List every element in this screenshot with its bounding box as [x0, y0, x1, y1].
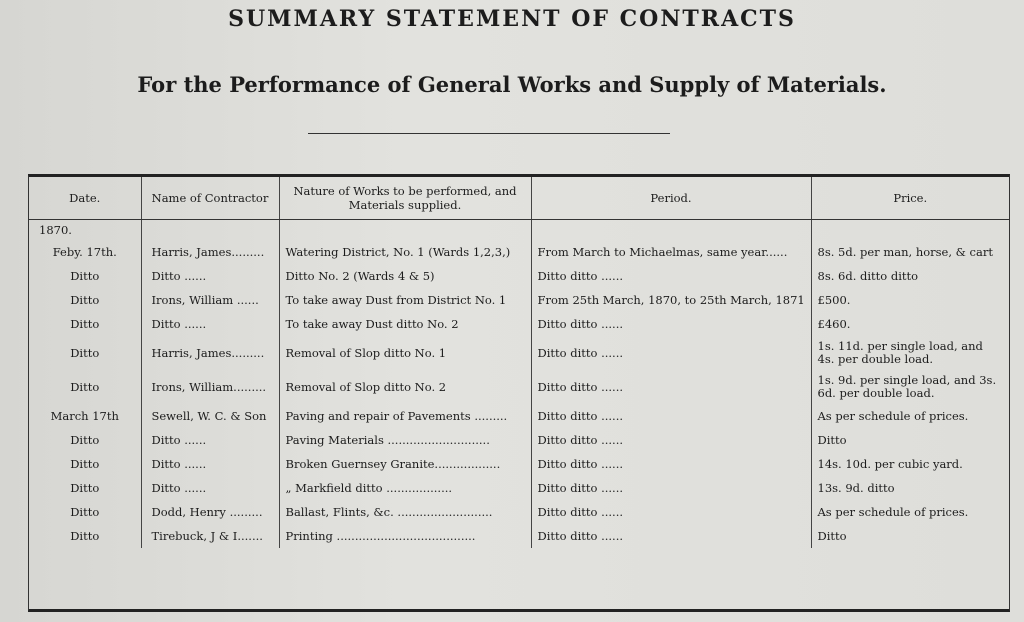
cell-period: From March to Michaelmas, same year...... [531, 240, 811, 264]
cell-date: Ditto [29, 288, 141, 312]
cell-price: Ditto [817, 432, 847, 447]
cell-nature: To take away Dust from District No. 1 [279, 288, 531, 312]
year-label: 1870. [29, 220, 141, 241]
header-date: Date. [29, 177, 141, 220]
cell-price: 14s. 10d. per cubic yard. [817, 456, 963, 471]
cell-date: Ditto [29, 370, 141, 404]
cell-date: Ditto [29, 452, 141, 476]
table-row [29, 524, 1009, 548]
cell-contractor: Tirebuck, J & I....... [141, 524, 279, 548]
year-row [29, 220, 1009, 241]
year-row-spacer [279, 220, 531, 241]
table-row [29, 312, 1009, 336]
cell-contractor: Sewell, W. C. & Son [141, 404, 279, 428]
table-row [29, 476, 1009, 500]
cell-nature: Broken Guernsey Granite.................. [279, 452, 531, 476]
year-row-spacer [531, 220, 811, 241]
cell-date: March 17th [29, 404, 141, 428]
table-row [29, 500, 1009, 524]
cell-date: Ditto [29, 336, 141, 370]
cell-period: Ditto ditto ...... [531, 500, 811, 524]
contracts-table-frame [28, 174, 1010, 612]
cell-contractor: Irons, William......... [141, 370, 279, 404]
cell-contractor: Irons, William ...... [141, 288, 279, 312]
table-row [29, 404, 1009, 428]
cell-period: Ditto ditto ...... [531, 452, 811, 476]
cell-contractor: Ditto ...... [141, 312, 279, 336]
cell-date: Ditto [29, 524, 141, 548]
cell-period: Ditto ditto ...... [531, 370, 811, 404]
cell-period: From 25th March, 1870, to 25th March, 1871 [531, 288, 811, 312]
cell-date: Ditto [29, 264, 141, 288]
contracts-table [29, 177, 1009, 548]
cell-nature: Watering District, No. 1 (Wards 1,2,3,) [279, 240, 531, 264]
cell-price: Ditto [817, 528, 847, 543]
header-period: Period. [531, 177, 811, 220]
cell-date: Ditto [29, 476, 141, 500]
header-nature: Nature of Works to be performed, and Materials supplied. [279, 177, 531, 220]
cell-contractor: Ditto ...... [141, 476, 279, 500]
cell-period: Ditto ditto ...... [531, 312, 811, 336]
cell-period: Ditto ditto ...... [531, 476, 811, 500]
cell-period: Ditto ditto ...... [531, 336, 811, 370]
cell-price: 13s. 9d. ditto [817, 480, 895, 495]
cell-contractor: Harris, James......... [141, 336, 279, 370]
cell-period: Ditto ditto ...... [531, 264, 811, 288]
table-row [29, 264, 1009, 288]
cell-nature: Paving Materials ............................ [279, 428, 531, 452]
cell-contractor: Ditto ...... [141, 452, 279, 476]
header-price: Price. [811, 177, 1009, 220]
cell-nature: „ Markfield ditto .................. [279, 476, 531, 500]
table-body [29, 220, 1009, 549]
cell-period: Ditto ditto ...... [531, 404, 811, 428]
table-row [29, 240, 1009, 264]
table-row [29, 428, 1009, 452]
cell-price: £460. [817, 316, 851, 331]
cell-contractor: Harris, James......... [141, 240, 279, 264]
cell-price: 1s. 9d. per single load, and 3s. 6d. per double load. [817, 373, 997, 400]
cell-price: As per schedule of prices. [817, 408, 969, 423]
cell-price: 1s. 11d. per single load, and 4s. per double load. [817, 339, 983, 366]
cell-nature: Paving and repair of Pavements ......... [279, 404, 531, 428]
cell-price: As per schedule of prices. [817, 504, 969, 519]
page-title: SUMMARY STATEMENT OF CONTRACTS [228, 6, 796, 32]
cell-period: Ditto ditto ...... [531, 428, 811, 452]
table-row [29, 336, 1009, 370]
cell-nature: Printing ...................................... [279, 524, 531, 548]
cell-contractor: Ditto ...... [141, 264, 279, 288]
cell-nature: Ditto No. 2 (Wards 4 & 5) [279, 264, 531, 288]
cell-price: 8s. 5d. per man, horse, & cart [817, 244, 993, 259]
year-row-spacer [811, 220, 1009, 241]
cell-nature: To take away Dust ditto No. 2 [279, 312, 531, 336]
cell-date: Ditto [29, 428, 141, 452]
cell-nature: Removal of Slop ditto No. 2 [279, 370, 531, 404]
table-row [29, 452, 1009, 476]
cell-contractor: Ditto ...... [141, 428, 279, 452]
cell-date: Feby. 17th. [29, 240, 141, 264]
cell-contractor: Dodd, Henry ......... [141, 500, 279, 524]
cell-date: Ditto [29, 312, 141, 336]
cell-nature: Removal of Slop ditto No. 1 [279, 336, 531, 370]
table-row [29, 288, 1009, 312]
cell-price: 8s. 6d. ditto ditto [817, 268, 919, 283]
cell-nature: Ballast, Flints, &c. .......................... [279, 500, 531, 524]
cell-date: Ditto [29, 500, 141, 524]
title-divider [308, 133, 670, 134]
table-row [29, 370, 1009, 404]
year-row-spacer [141, 220, 279, 241]
page-subtitle: For the Performance of General Works and Supply of Materials. [137, 72, 887, 97]
header-contractor: Name of Contractor [141, 177, 279, 220]
cell-price: £500. [817, 292, 851, 307]
table-header-row [29, 177, 1009, 220]
cell-period: Ditto ditto ...... [531, 524, 811, 548]
